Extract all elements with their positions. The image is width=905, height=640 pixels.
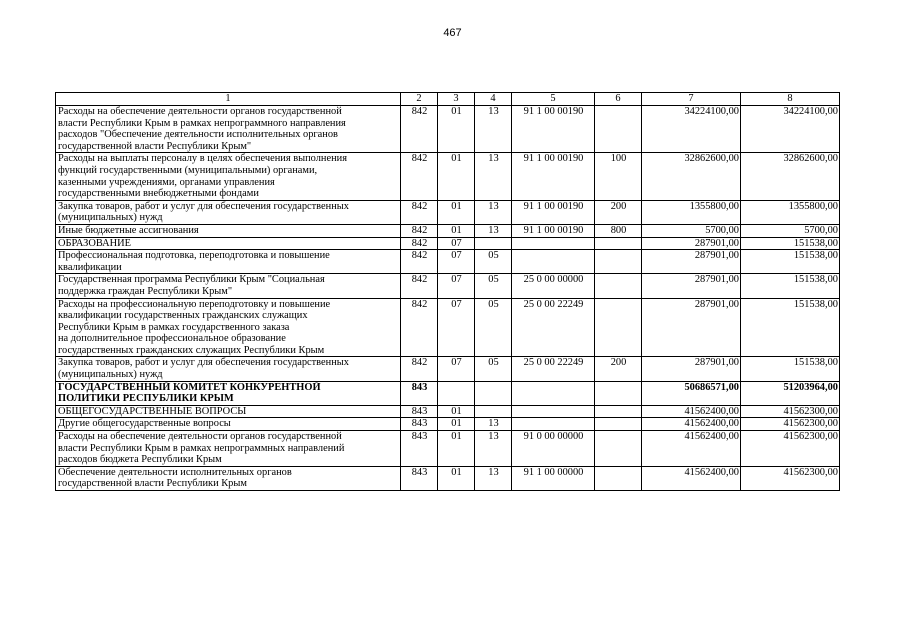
- admin-code: 843: [401, 431, 438, 467]
- target-article-code: [512, 381, 595, 405]
- admin-code: 842: [401, 274, 438, 298]
- table-row: [56, 224, 840, 237]
- section-code: 01: [438, 200, 475, 224]
- expense-name: [56, 250, 401, 274]
- expense-name-line: квалификации: [58, 261, 122, 273]
- expense-name: [56, 224, 401, 237]
- table-row: [56, 237, 840, 250]
- expense-name: [56, 418, 401, 431]
- expense-name: [56, 466, 401, 490]
- amount-col-8: 32862600,00: [741, 153, 840, 200]
- table-row: [56, 381, 840, 405]
- expense-name-line: ОБРАЗОВАНИЕ: [58, 237, 132, 249]
- amount-col-7: 50686571,00: [642, 381, 741, 405]
- target-article-code: 91 1 00 00000: [512, 466, 595, 490]
- expense-name-line: государственными внебюджетными фондами: [58, 188, 259, 200]
- amount-col-7: 41562400,00: [642, 405, 741, 418]
- expense-type-code: 200: [595, 200, 642, 224]
- expense-type-code: [595, 274, 642, 298]
- table-row: [56, 298, 840, 357]
- expense-name-line: государственной власти Республики Крым: [58, 478, 247, 490]
- amount-col-8: 5700,00: [741, 224, 840, 237]
- subsection-code: 05: [475, 250, 512, 274]
- header-cell-4: 4: [475, 93, 512, 106]
- section-code: 07: [438, 237, 475, 250]
- amount-col-8: 151538,00: [741, 274, 840, 298]
- admin-code: 842: [401, 298, 438, 357]
- target-article-code: [512, 405, 595, 418]
- expense-name-line: расходов бюджета Республики Крым: [58, 454, 222, 466]
- subsection-code: [475, 405, 512, 418]
- subsection-code: 05: [475, 298, 512, 357]
- amount-col-7: 41562400,00: [642, 418, 741, 431]
- section-code: 01: [438, 106, 475, 153]
- table-row: [56, 106, 840, 153]
- expense-type-code: [595, 381, 642, 405]
- section-code: [438, 381, 475, 405]
- target-article-code: 91 1 00 00190: [512, 200, 595, 224]
- target-article-code: [512, 250, 595, 274]
- expense-name: [56, 405, 401, 418]
- amount-col-8: 51203964,00: [741, 381, 840, 405]
- amount-col-7: 41562400,00: [642, 431, 741, 467]
- target-article-code: 91 1 00 00190: [512, 153, 595, 200]
- amount-col-7: 287901,00: [642, 237, 741, 250]
- amount-col-8: 151538,00: [741, 298, 840, 357]
- amount-col-7: 32862600,00: [642, 153, 741, 200]
- amount-col-8: 41562300,00: [741, 405, 840, 418]
- amount-col-7: 5700,00: [642, 224, 741, 237]
- expense-type-code: [595, 466, 642, 490]
- target-article-code: [512, 418, 595, 431]
- expense-name: [56, 298, 401, 357]
- admin-code: 843: [401, 381, 438, 405]
- expense-name-line: (муниципальных) нужд: [58, 212, 163, 224]
- amount-col-8: 34224100,00: [741, 106, 840, 153]
- expense-type-code: [595, 405, 642, 418]
- admin-code: 842: [401, 106, 438, 153]
- amount-col-7: 287901,00: [642, 274, 741, 298]
- section-code: 01: [438, 418, 475, 431]
- section-code: 01: [438, 405, 475, 418]
- expense-name-line: Республики Крым в рамках государственного заказа: [58, 321, 290, 333]
- subsection-code: 13: [475, 418, 512, 431]
- section-code: 07: [438, 357, 475, 381]
- table-row: [56, 274, 840, 298]
- section-code: 07: [438, 250, 475, 274]
- expense-name: [56, 200, 401, 224]
- table-row: [56, 431, 840, 467]
- expense-name-line: государственной власти Республики Крым": [58, 140, 252, 152]
- header-cell-2: 2: [401, 93, 438, 106]
- target-article-code: [512, 237, 595, 250]
- header-cell-1: 1: [56, 93, 401, 106]
- section-code: 01: [438, 224, 475, 237]
- expense-type-code: [595, 237, 642, 250]
- expense-name-line: на дополнительное профессиональное образование: [58, 333, 286, 345]
- expense-name-line: расходов "Обеспечение деятельности исполнительных органов: [58, 129, 338, 141]
- table-body: [56, 93, 840, 491]
- expense-name-line: Закупка товаров, работ и услуг для обеспечения государственных: [58, 357, 349, 369]
- subsection-code: 13: [475, 224, 512, 237]
- expense-name-line: (муниципальных) нужд: [58, 369, 163, 381]
- expense-type-code: [595, 298, 642, 357]
- expense-name-line: Расходы на обеспечение деятельности органов государственной: [58, 106, 342, 117]
- table-row: [56, 250, 840, 274]
- header-cell-8: 8: [741, 93, 840, 106]
- expense-name-line: поддержка граждан Республики Крым": [58, 285, 233, 297]
- amount-col-7: 287901,00: [642, 357, 741, 381]
- expense-name-line: Расходы на профессиональную переподготовку и повышение: [58, 298, 331, 310]
- expense-name: [56, 106, 401, 153]
- expense-type-code: [595, 250, 642, 274]
- target-article-code: 91 0 00 00000: [512, 431, 595, 467]
- expense-name-line: власти Республики Крым в рамках непрограммных направлений: [58, 442, 345, 454]
- admin-code: 842: [401, 153, 438, 200]
- expense-name-line: ГОСУДАРСТВЕННЫЙ КОМИТЕТ КОНКУРЕНТНОЙ: [58, 381, 321, 393]
- table-row: [56, 357, 840, 381]
- target-article-code: 25 0 00 22249: [512, 357, 595, 381]
- amount-col-8: 41562300,00: [741, 418, 840, 431]
- expense-name: [56, 357, 401, 381]
- expense-name-line: Расходы на выплаты персоналу в целях обеспечения выполнения: [58, 153, 347, 165]
- amount-col-8: 1355800,00: [741, 200, 840, 224]
- expense-name-line: Закупка товаров, работ и услуг для обеспечения государственных: [58, 200, 349, 212]
- expense-name-line: Другие общегосударственные вопросы: [58, 418, 231, 430]
- expense-name-line: ОБЩЕГОСУДАРСТВЕННЫЕ ВОПРОСЫ: [58, 405, 247, 417]
- expense-name-line: ПОЛИТИКИ РЕСПУБЛИКИ КРЫМ: [58, 393, 234, 405]
- target-article-code: 25 0 00 22249: [512, 298, 595, 357]
- target-article-code: 91 1 00 00190: [512, 106, 595, 153]
- expense-name: [56, 381, 401, 405]
- expense-name-line: Государственная программа Республики Крым "Социальная: [58, 274, 325, 286]
- expense-name: [56, 237, 401, 250]
- expense-type-code: 200: [595, 357, 642, 381]
- admin-code: 842: [401, 224, 438, 237]
- budget-table: [55, 92, 840, 491]
- admin-code: 843: [401, 466, 438, 490]
- subsection-code: 13: [475, 466, 512, 490]
- admin-code: 843: [401, 418, 438, 431]
- subsection-code: [475, 381, 512, 405]
- table-row: [56, 405, 840, 418]
- section-code: 01: [438, 431, 475, 467]
- amount-col-8: 151538,00: [741, 237, 840, 250]
- amount-col-7: 41562400,00: [642, 466, 741, 490]
- page-number: 467: [443, 27, 462, 39]
- amount-col-8: 41562300,00: [741, 431, 840, 467]
- expense-type-code: [595, 106, 642, 153]
- expense-type-code: [595, 431, 642, 467]
- admin-code: 843: [401, 405, 438, 418]
- section-code: 01: [438, 466, 475, 490]
- subsection-code: 05: [475, 274, 512, 298]
- table-row: [56, 200, 840, 224]
- expense-name-line: Иные бюджетные ассигнования: [58, 224, 199, 236]
- header-cell-7: 7: [642, 93, 741, 106]
- table-row: [56, 418, 840, 431]
- expense-name: [56, 431, 401, 467]
- target-article-code: 25 0 00 00000: [512, 274, 595, 298]
- header-cell-3: 3: [438, 93, 475, 106]
- admin-code: 842: [401, 200, 438, 224]
- admin-code: 842: [401, 237, 438, 250]
- expense-type-code: 800: [595, 224, 642, 237]
- expense-name-line: Расходы на обеспечение деятельности органов государственной: [58, 431, 342, 443]
- expense-type-code: 100: [595, 153, 642, 200]
- table-row: [56, 153, 840, 200]
- subsection-code: 13: [475, 106, 512, 153]
- header-cell-6: 6: [595, 93, 642, 106]
- expense-name-line: казенными учреждениями, органами управления: [58, 176, 275, 188]
- subsection-code: 13: [475, 200, 512, 224]
- amount-col-8: 151538,00: [741, 357, 840, 381]
- expense-name: [56, 153, 401, 200]
- section-code: 07: [438, 298, 475, 357]
- expense-name-line: власти Республики Крым в рамках непрограммного направления: [58, 117, 346, 129]
- subsection-code: 05: [475, 357, 512, 381]
- expense-name: [56, 274, 401, 298]
- subsection-code: [475, 237, 512, 250]
- admin-code: 842: [401, 250, 438, 274]
- section-code: 07: [438, 274, 475, 298]
- amount-col-7: 287901,00: [642, 298, 741, 357]
- table-row: [56, 466, 840, 490]
- header-row: [56, 93, 840, 106]
- expense-name-line: Профессиональная подготовка, переподготовка и повышение: [58, 250, 330, 262]
- amount-col-8: 151538,00: [741, 250, 840, 274]
- expense-name-line: функций государственными (муниципальными) органами,: [58, 164, 318, 176]
- subsection-code: 13: [475, 431, 512, 467]
- expense-name-line: государственных гражданских служащих Республики Крым: [58, 344, 325, 356]
- admin-code: 842: [401, 357, 438, 381]
- amount-col-7: 1355800,00: [642, 200, 741, 224]
- amount-col-8: 41562300,00: [741, 466, 840, 490]
- expense-type-code: [595, 418, 642, 431]
- amount-col-7: 287901,00: [642, 250, 741, 274]
- expense-name-line: Обеспечение деятельности исполнительных органов: [58, 466, 292, 478]
- section-code: 01: [438, 153, 475, 200]
- target-article-code: 91 1 00 00190: [512, 224, 595, 237]
- header-cell-5: 5: [512, 93, 595, 106]
- expense-name-line: квалификации государственных гражданских служащих: [58, 310, 308, 322]
- subsection-code: 13: [475, 153, 512, 200]
- amount-col-7: 34224100,00: [642, 106, 741, 153]
